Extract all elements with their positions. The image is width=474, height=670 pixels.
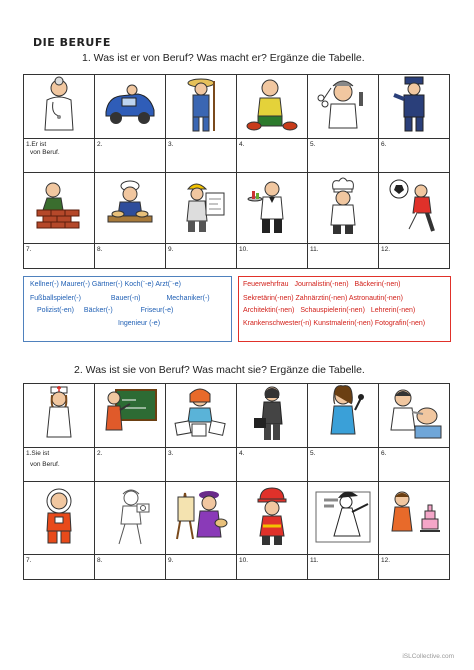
word-item: Gärtner(-) (91, 281, 123, 288)
image-cell-3 (166, 75, 237, 139)
word-item: Astronautin(-nen) (348, 295, 403, 302)
label-cell-3[interactable]: 3. (166, 139, 237, 173)
label-cell-8[interactable]: 8. (95, 555, 166, 580)
word-item: Bäckerin(-nen) (354, 281, 401, 288)
image-cell-7 (24, 173, 95, 244)
image-cell-5 (308, 384, 379, 448)
astronaut-icon (39, 487, 79, 545)
label-cell-11[interactable]: 11. (308, 555, 379, 580)
image-cell-3 (166, 384, 237, 448)
word-item: Koch(¨-e) (124, 281, 154, 288)
image-cell-10 (237, 482, 308, 555)
label-cell-9[interactable]: 9. (166, 555, 237, 580)
label-cell-12[interactable]: 12. (379, 244, 450, 269)
word-line-1 (30, 279, 181, 291)
task-1-instruction: 1. Was ist er von Beruf? Was macht er? Ergänze die Tabelle. (82, 52, 365, 64)
painter-icon (173, 487, 229, 545)
label-cell-2[interactable]: 2. (95, 448, 166, 482)
table-row (24, 139, 450, 173)
word-item: Ingenieur (-e) (118, 320, 161, 327)
image-cell-2 (95, 384, 166, 448)
mechanic-car-icon (102, 82, 158, 126)
word-item: Arzt(¨-e) (155, 281, 181, 288)
word-line-2 (30, 293, 210, 305)
farmer-icon (181, 75, 221, 133)
table-row (24, 244, 450, 269)
word-item: Bauer(-n) (110, 295, 141, 302)
word-item: Sekretärin(-nen) (243, 295, 294, 302)
label-cell-3[interactable]: 3. (166, 448, 237, 482)
word-item: Polizist(-en) (37, 307, 74, 314)
label-cell-8[interactable]: 8. (95, 244, 166, 269)
baker-woman-icon (386, 487, 442, 545)
cell-label: 1.Sie ist (26, 450, 50, 457)
teacher-icon (102, 386, 158, 440)
table-row (24, 173, 450, 244)
word-line-3 (37, 305, 173, 317)
image-cell-11 (308, 482, 379, 555)
cell-label: 1.Er ist (26, 141, 47, 148)
word-item: Kellner(-) (30, 281, 59, 288)
engineer-icon (176, 179, 226, 233)
label-cell-10[interactable]: 10. (237, 555, 308, 580)
table-row (24, 555, 450, 580)
label-cell-5[interactable]: 5. (308, 448, 379, 482)
label-cell-5[interactable]: 5. (308, 139, 379, 173)
word-item: Zahnärztin(-nen) (295, 295, 348, 302)
image-cell-9 (166, 173, 237, 244)
word-box-female (238, 276, 451, 342)
image-cell-8 (95, 482, 166, 555)
image-cell-5 (308, 75, 379, 139)
word-box-male (23, 276, 232, 342)
actress-icon (314, 486, 372, 546)
image-cell-12 (379, 482, 450, 555)
image-cell-9 (166, 482, 237, 555)
image-cell-11 (308, 173, 379, 244)
table-female-jobs (23, 383, 450, 580)
journalist-icon (321, 384, 365, 442)
word-item: Lehrerin(-nen) (370, 307, 416, 314)
hairdresser-icon (315, 78, 371, 130)
word-line-1 (243, 279, 400, 291)
label-cell-11[interactable]: 11. (308, 244, 379, 269)
label-cell-2[interactable]: 2. (95, 139, 166, 173)
word-line-2 (243, 293, 403, 305)
secretary-icon (172, 386, 230, 440)
doctor-icon (37, 76, 81, 132)
firefighter-icon (252, 486, 292, 546)
word-item: Fotografin(-nen) (374, 320, 426, 327)
page-title: DIE BERUFE (33, 36, 111, 49)
word-item: Maurer(-) (60, 281, 90, 288)
label-cell-7[interactable]: 7. (24, 555, 95, 580)
image-cell-4 (237, 384, 308, 448)
label-cell-4[interactable]: 4. (237, 139, 308, 173)
word-line-3 (243, 305, 415, 317)
word-item: Kunstmalerin(-nen) (313, 320, 373, 327)
table-row (24, 482, 450, 555)
image-cell-2 (95, 75, 166, 139)
label-cell-4[interactable]: 4. (237, 448, 308, 482)
word-item: Mechaniker(-) (166, 295, 210, 302)
label-cell-6[interactable]: 6. (379, 448, 450, 482)
footballer-icon (387, 177, 441, 235)
baker-icon (104, 180, 156, 232)
image-cell-4 (237, 75, 308, 139)
label-cell-10[interactable]: 10. (237, 244, 308, 269)
label-cell-12[interactable]: 12. (379, 555, 450, 580)
word-line-4 (118, 318, 160, 330)
image-cell-7 (24, 482, 95, 555)
bricklayer-icon (33, 180, 85, 232)
image-cell-8 (95, 173, 166, 244)
label-cell-7[interactable]: 7. (24, 244, 95, 269)
image-cell-6 (379, 384, 450, 448)
table-row (24, 448, 450, 482)
nurse-icon (39, 385, 79, 441)
photographer-icon (107, 486, 153, 546)
cell-label: von Beruf. (30, 149, 60, 157)
label-cell-6[interactable]: 6. (379, 139, 450, 173)
label-cell-1 (24, 139, 95, 173)
label-cell-1 (24, 448, 95, 482)
image-cell-10 (237, 173, 308, 244)
word-item: Feuerwehrfrau (243, 281, 289, 288)
gardener-icon (244, 76, 300, 132)
table-male-jobs (23, 74, 450, 269)
word-item: Bäcker(-) (83, 307, 113, 314)
cook-icon (321, 177, 365, 235)
word-item: Schauspielerin(-nen) (300, 307, 365, 314)
architect-icon (252, 384, 292, 442)
label-cell-9[interactable]: 9. (166, 244, 237, 269)
image-cell-1 (24, 75, 95, 139)
word-item: Journalistin(-nen) (294, 281, 349, 288)
image-cell-1 (24, 384, 95, 448)
cell-label: von Beruf. (30, 461, 60, 469)
image-cell-12 (379, 173, 450, 244)
waiter-icon (247, 177, 297, 235)
footer-credit: iSLCollective.com (402, 653, 454, 660)
policeman-icon (392, 75, 436, 133)
word-item: Friseur(-e) (140, 307, 174, 314)
table-row (24, 75, 450, 139)
word-line-4 (243, 318, 425, 330)
word-item: Krankenschwester(-n) (243, 320, 312, 327)
table-row (24, 384, 450, 448)
dentist-icon (385, 386, 443, 440)
word-item: Architektin(-nen) (243, 307, 295, 314)
task-2-instruction: 2. Was ist sie von Beruf? Was macht sie? Ergänze die Tabelle. (74, 364, 365, 376)
image-cell-6 (379, 75, 450, 139)
word-item: Fußballspieler(-) (30, 295, 81, 302)
